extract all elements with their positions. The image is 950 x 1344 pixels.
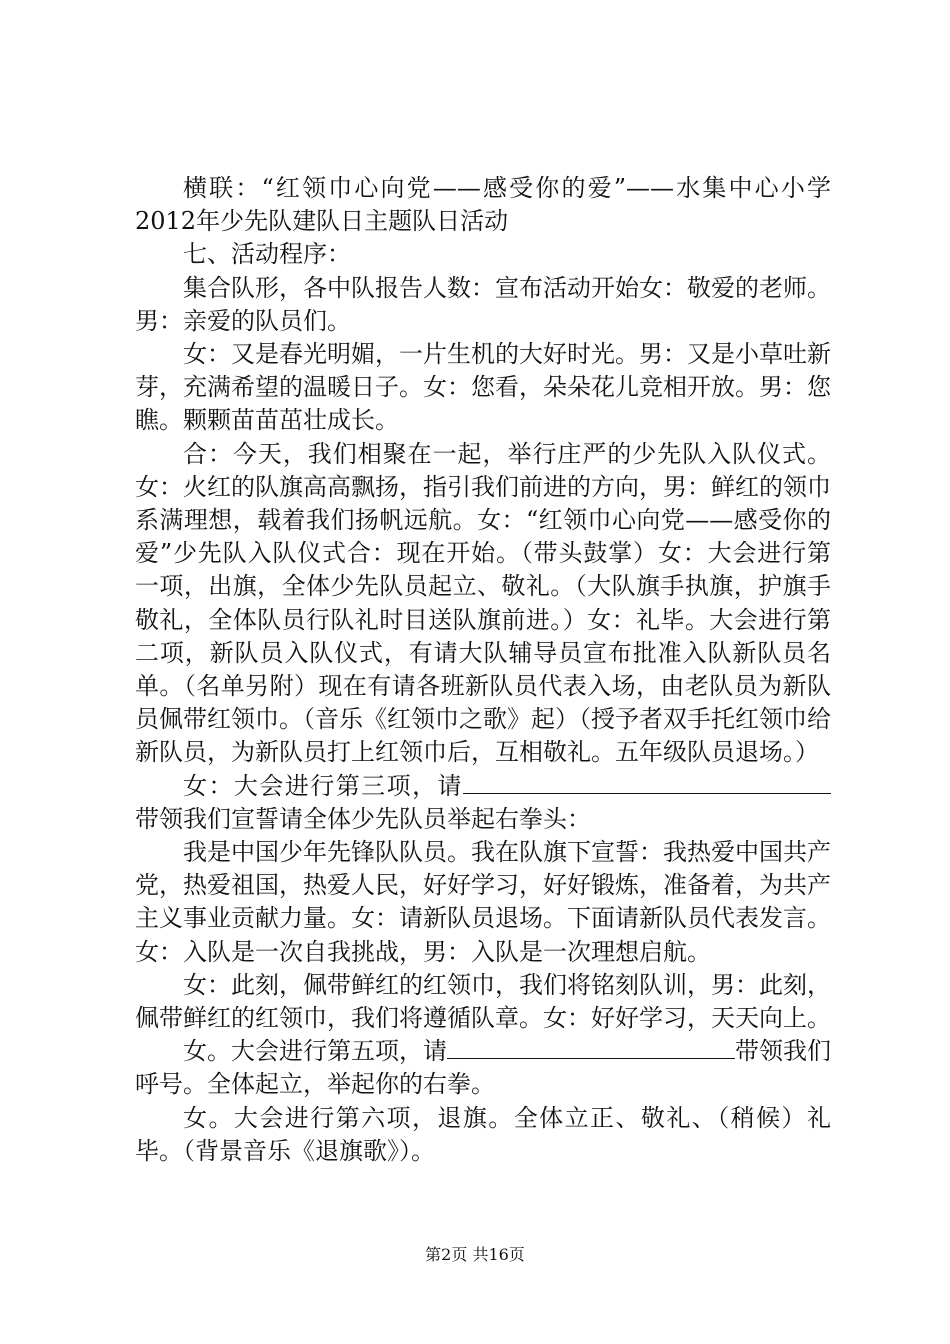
paragraph-oath: 我是中国少年先锋队队员。我在队旗下宣誓：我热爱中国共产党，热爱祖国，热爱人民，好好学习，好好锻炼，准备着，为共产主义事业贡献力量。女：请新队员退场。下面请新队员代表发言。女：入队是一次自我挑战，男：入队是一次理想启航。: [135, 838, 831, 966]
paragraph-assembly: 集合队形，各中队报告人数：宣布活动开始女：敬爱的老师。男：亲爱的队员们。: [135, 273, 831, 335]
paragraph-opening: 女：又是春光明媚，一片生机的大好时光。男：又是小草吐新芽，充满希望的温暖日子。女：您看，朵朵花儿竞相开放。男：您瞧。颗颗苗苗茁壮成长。: [135, 340, 831, 435]
paragraph-item-five: [135, 1035, 831, 1101]
paragraph-item-six: 女。大会进行第六项，退旗。全体立正、敬礼、（稍候）礼毕。（背景音乐《退旗歌》）。: [135, 1103, 831, 1165]
page-number-footer: 第2页 共16页: [425, 1245, 525, 1264]
paragraph-motto: 女：此刻，佩带鲜红的红领巾，我们将铭刻队训，男：此刻，佩带鲜红的红领巾，我们将遵循队章。女：好好学习，天天向上。: [135, 970, 831, 1033]
item-five-text: 女。大会进行第五项，请: [183, 1037, 447, 1066]
paragraph-section-heading: 七、活动程序：: [183, 240, 351, 269]
paragraph-ceremony: 合：今天，我们相聚在一起，举行庄严的少先队入队仪式。女：火红的队旗高高飘扬，指引我们前进的方向，男：鲜红的领巾系满理想，载着我们扬帆远航。女：“红领巾心向党——感受你的爱”少先队入队仪式合：现在开始。（带头鼓掌）女：大会进行第一项，出旗，全体少先队员起立、敬礼。（大队旗手执旗，护旗手敬礼，全体队员行队礼时目送队旗前进。）女：礼毕。大会进行第二项，新队员入队仪式，有请大队辅导员宣布批准入队新队员名单。（名单另附）现在有请各班新队员代表入场，由老队员为新队员佩带红领巾。（音乐《红领巾之歌》起）（授予者双手托红领巾给新队员，为新队员打上红领巾后，互相敬礼。五年级队员退场。）: [135, 439, 831, 767]
fill-in-blank-line: [463, 771, 831, 794]
paragraph-banner: 横联：“红领巾心向党——感受你的爱”——水集中心小学2012年少先队建队日主题队日活动: [135, 174, 831, 236]
item-three-text-after: 带领我们宣誓请全体少先队员举起右拳头：: [135, 804, 591, 833]
item-five-text-after: 带领我们呼号。全体起立，举起你的右拳。: [135, 1037, 831, 1099]
fill-in-blank-line: [447, 1036, 735, 1059]
item-three-text: 女：大会进行第三项，请: [183, 771, 463, 800]
document-body: [135, 172, 831, 1168]
paragraph-item-three: [135, 770, 831, 836]
